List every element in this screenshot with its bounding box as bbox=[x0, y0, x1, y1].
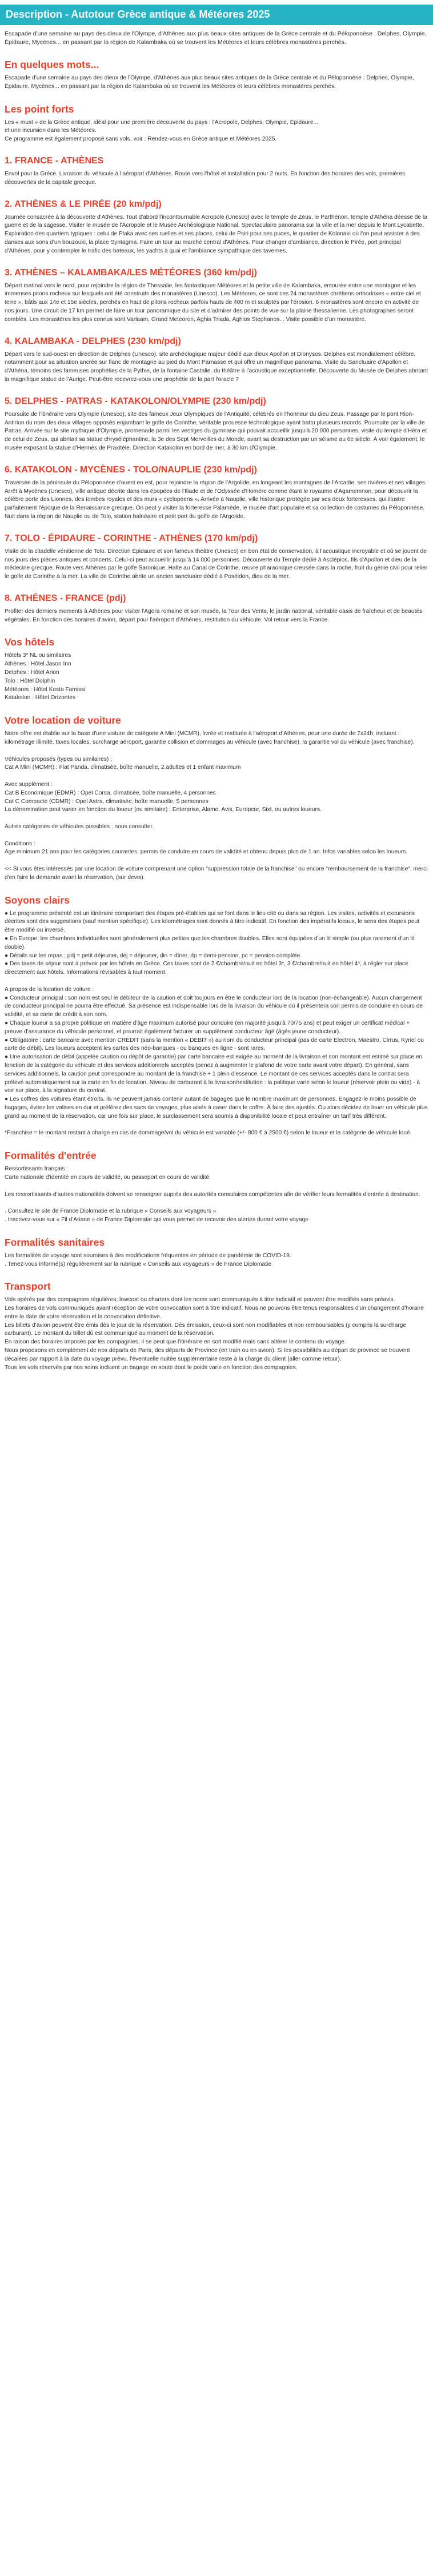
car-text: Cat C Compacte (CDMR) : Opel Astra, climatisée, boîte manuelle, 5 personnes bbox=[5, 798, 209, 805]
section-heading-highlights: Les point forts bbox=[5, 103, 74, 115]
day-title: 6. KATAKOLON - MYCÈNES - TOLO/NAUPLIE (230 km/pdj) bbox=[5, 464, 257, 475]
day-title: 7. TOLO - ÉPIDAURE - CORINTHE - ATHÈNES (170 km/pdj) bbox=[5, 533, 258, 543]
highlights-line: et une incursion dans les Météores. bbox=[5, 127, 97, 134]
car-text: Véhicules proposés (types ou similaires) : bbox=[5, 756, 112, 763]
day-title: 2. ATHÈNES & LE PIRÉE (20 km/pdj) bbox=[5, 199, 162, 209]
day-title: 8. ATHÈNES - FRANCE (pdj) bbox=[5, 593, 126, 603]
care-text: ● Des taxes de séjour sont à prévoir par les hôtels en Grèce. Ces taxes sont de 2 €/chambre/nuit en hôtel 3*, 3 €/chambre/nuit en hôtel 4*, à régler sur place directement aux hôtels. Informations révisables à tout moment. bbox=[5, 961, 408, 976]
day-title: 5. DELPHES - PATRAS - KATAKOLON/OLYMPIE (230 km/pdj) bbox=[5, 396, 266, 406]
day-text: Journée consacrée à la découverte d'Athènes. Tout d'abord l'incontournable Acropole (Unesco) avec le temple de Zeus, le Parthénon, temple d'Athéna déesse de la guerre et de la sagesse. Visiter le musée de l'Acropole et le Musée Archéologique National. Spectaculaire panorama sur la ville et la mer depuis le Mont Lycabette. Exploration des quartiers typiques : celui de Plaka avec ses ruelles et ses places, celui de Psiri pour ses puces, le quartier de Kolonaki où l'on peut assister à des danses aux sons d'un bouzouki, la place Syntagma. Faire un tour au marché central d'Athènes. Pour changer d'ambiance, direction le Pirée, port principal d'Athènes, pour y contempler le trafic des bateaux, les yachts à quai et l'ambiance sympathique des tavernes. bbox=[5, 214, 427, 254]
health-text: Les formalités de voyage sont soumises à des modifications fréquentes en période de pandémie de COVID-19. bbox=[5, 1252, 291, 1259]
care-text: A propos de la location de voiture : bbox=[5, 986, 94, 993]
day-text: Profiter des derniers moments à Athènes pour visiter l'Agora romaine et son musée, la Tour des Vents, le jardin national, véritable oasis de fraîcheur et de beautés végétales. En fonction des horaires d'avion, départ pour l'aéroport d'Athènes, restitution du véhicule. Vol retour vers la France. bbox=[5, 608, 423, 623]
transport-text: En raison des horaires imposés par les compagnies, il se peut que l'itinéraire en soit modifié mais sans altérer le contenu du voyage. bbox=[5, 1339, 346, 1346]
formalities-text: Ressortissants français : bbox=[5, 1166, 68, 1173]
health-text: . Tenez-vous informé(s) régulièrement sur la rubrique « Conseils aux voyageurs » de France Diplomatie bbox=[5, 1261, 271, 1267]
day-title: 4. KALAMBAKA - DELPHES (230 km/pdj) bbox=[5, 336, 181, 346]
day-text: Départ matinal vers le nord, pour rejoindre la région de Thessalie, les fantastiques Météores et la petite ville de Kalambaka, entourée entre une montagne et les immenses pitons rocheux sur lesquels ont été construits des monastères (Unesco). Les Météores, ce sont ces 24 monastères chrétiens orthodoxes « entre ciel et terre », bâtis aux 14e et 15e siècles, perchés en haut de pitons rocheux parfois hauts de 400 m et sculptés par l'érosion. 6 monastères sont encore en activité de nos jours. Une circuit de 17 km permet de faire un tour panoramique du site et d'admirer des points de vue sur la plaine thessalienne. Les photographes seront comblés. Les monastères les plus connus sont Varlaam, Grand Meteoron, Aghia Triada, Aghios Stephanos... Visite possible d'un monastère. bbox=[5, 282, 421, 323]
formalities-link-text: . Consultez le site de France Diplomatie et la rubrique « Conseils aux voyageurs » bbox=[5, 1208, 216, 1215]
day-text: Départ vers le sud-ouest en direction de Delphes (Unesco), site archéologique majeur dédié aux dieux Apollon et Dionysos. Delphes est mondialement célèbre, notamment pour sa situation ancrée sur flanc de montagne au pied du Mont Parnasse et qui offre un magnifique panorama. Visite du Sanctuaire d'Apollon et d'Athéna, témoins des fameuses prophéties de la Pythie, de la fontaine Castalie, du théâtre à l'acoustique exceptionnelle. Découverte du Musée de Delphes abritant la magnifique statue de l'Aurige. Peut-être recevrez-vous une prophétie de la part l'oracle ? bbox=[5, 351, 428, 383]
hotel-line: Athènes : Hôtel Jason Inn bbox=[5, 661, 71, 668]
hotel-line: Delphes : Hôtel Arion bbox=[5, 669, 59, 676]
day-text: Poursuite de l'itinéraire vers Olympie (Unesco), site des fameux Jeux Olympiques de l'Antiquité, célébrés en l'honneur du dieu Zeus. Passage par le pont Rion-Antirion du nom des deux villages opposés enjambant le golfe de Corinthe, véritable prouesse technologique ayant battu plusieurs records. Poursuite par la ville de Patras. Arrivée sur le site mythique d'Olympie, promenade parmi les vestiges du gymnase qui pouvait accueillir jusqu'à 20 000 personnes, visite du temple d'Héra et de celui de Zeus, qui abritait sa statue chryséléphantine, la 3e des Sept Merveilles du Monde, avant sa destruction par un séisme au 6e siècle. À voir également, le musée exposant la statue d'Hermès de Praxitèle. Direction Katakolon en bord de mer, à 30 km d'Olympie. bbox=[5, 411, 427, 451]
car-text: << Si vous êtes intéressés par une location de voiture comprenant une option "suppression totale de la franchise" ou encore "remboursement de la franchise", merci d'en faire la demande avant la réservation, (sur devis). bbox=[5, 866, 428, 881]
car-text: Cat A Mini (MCMR) : Fiat Panda, climatisée, boîte manuelle, 2 adultes et 1 enfant maximum bbox=[5, 764, 241, 771]
day-title: 1. FRANCE - ATHÈNES bbox=[5, 155, 104, 166]
car-text: Conditions : bbox=[5, 840, 35, 847]
section-heading-summary: En quelques mots... bbox=[5, 59, 99, 70]
transport-text: Les billets d'avion peuvent être émis dès le jour de la réservation. Dès émission, ceux-ci sont non modifiables et non remboursables (y compris la surcharge carburant). Le montant du billet dû est communiqué au moment de la réservation. bbox=[5, 1322, 406, 1337]
highlights-line: Les « must » de la Grèce antique, idéal pour une première découverte du pays : l'Acropole, Delphes, Olympie, Épidaure... bbox=[5, 119, 318, 126]
hotel-line: Hôtels 3* NL ou similaires bbox=[5, 652, 71, 659]
formalities-text: Carte nationale d'identité en cours de validité, ou passeport en cours de validité. bbox=[5, 1174, 211, 1181]
transport-text: Nous proposons en complément de nos départs de Paris, des départs de Province (en train ou en avion). Si les possibilités au départ de province se trouvent décalées par rapport à la date du voyage prévu, l'éventuelle nuitée supplémentaire reste à la charge du client (aller comme retour). bbox=[5, 1347, 410, 1362]
day-title: 3. ATHÈNES – KALAMBAKA/LES MÉTÉORES (360 km/pdj) bbox=[5, 267, 257, 278]
transport-text: Les horaires de vols communiqués avant réception de votre convocation sont à titre indicatif. Nous ne pouvons être tenus responsables d'un changement d'horaire entre la date de votre réservation et la convocation définitive. bbox=[5, 1305, 424, 1320]
highlights-line: Ce programme est également proposé sans vols, voir : Rendez-vous en Grèce antique et Météores 2025. bbox=[5, 136, 277, 143]
content bbox=[0, 30, 433, 1375]
intro-text: Escapade d'une semaine au pays des dieux de l'Olympe, d'Athènes aux plus beaux sites antiques de la Grèce centrale et du Péloponnèse : Delphes, Olympie, Épidaure, Mycènes... en passant par la région de Kalambaka où se trouvent les Météores et leurs célèbres monastères perchés. bbox=[5, 30, 427, 46]
day-text: Traversée de la péninsule du Péloponnèse d'ouest en est, pour rejoindre la région de l'Argolide, en longeant les montagnes de l'Arcadie, ses rivières et ses villages. Arrêt à Mycènes (Unesco), ville antique décrite dans les épopées de l'Iliade et de l'Odyssée d'Homère comme étant le royaume d'Agamemnon, pour découvrir la célèbre porte des Lionnes, des tombes royales et des murs « cyclopéens ». Arrivée à Nauplie, ville historique protégée par ses deux forteresses, qui illustre parfaitement l'époque de la Renaissance grecque. On peut y visiter la forteresse Palamède, le musée d'art populaire et sa collection de costumes du Péloponnèse. Nuit dans la région de Nauplie ou de Tolo, station balnéaire et petit port du golfe de l'Argolide. bbox=[5, 479, 427, 520]
care-text: ● Conducteur principal : son nom est seul le débiteur de la caution et doit toujours en être le conducteur lors de la location (non-échangeable). Aucun changement de conducteur principal ne pourra être effectué. Sa présence est indispensable lors de la livraison du véhicule où il présentera son permis de conduire en cours de validité, et sa carte de crédit à son nom. bbox=[5, 994, 423, 1018]
hotel-line: Tolo : Hôtel Dolphin bbox=[5, 677, 55, 684]
formalities-text: Les ressortissants d'autres nationalités doivent se renseigner auprès des autorités consulaires compétentes afin de vérifier leurs formalités d'entrée à destination. bbox=[5, 1191, 420, 1198]
section-heading-care: Soyons clairs bbox=[5, 894, 70, 906]
car-text: La dénomination peut varier en fonction du loueur (ou similaire) : Enterprise, Alamo, Avis, Europcar, Sixt, ou autres loueurs. bbox=[5, 806, 322, 813]
day-text: Envol pour la Grèce. Livraison du véhicule à l'aéroport d'Athènes. Route vers l'hôtel et installation pour 2 nuits. En fonction des horaires des vols, premières découvertes de la capitale grecque. bbox=[5, 170, 406, 186]
care-text: ● Chaque loueur a sa propre politique en matière d'âge maximum autorisé pour conduire (en majorité jusqu'à 70/75 ans) et peut exiger un certificat médical + preuve d'assurance du véhicule personnel, et pourrait également facturer un supplément conducteur âgé (âgés jeune conducteur). bbox=[5, 1020, 410, 1035]
page bbox=[0, 5, 433, 1375]
hotel-line: Météores : Hôtel Kosta Famissi bbox=[5, 686, 86, 693]
car-text: Age minimum 21 ans pour les catégories courantes, permis de conduire en cours de validité et obtenu depuis plus de 1 an. Infos variables selon les loueurs. bbox=[5, 849, 408, 856]
section-heading-car: Votre location de voiture bbox=[5, 715, 121, 727]
care-text: ● Une autorisation de débit (appelée caution ou dépôt de garantie) par carte bancaire est exigée au moment de la livraison et son montant est estimé sur place en fonction de la catégorie du véhicule et des services additionnels acceptés (penez à augmenter le plafond de votre carte avant votre départ). En général, sans services additionnels, la caution peut correspondre au montant de la franchise + 1 plein d'essence. Le montant de ces services acceptés dans le contrat sera prélevé automatiquement sur la carte en fin de location. Niveau de carburant à la livraison/restitution : la politique varie selon le loueur (réservoir plein ou vide) - à voir sur place, à la signature du contrat. bbox=[5, 1054, 423, 1094]
summary-text: Escapade d'une semaine au pays des dieux de l'Olympe, d'Athènes aux plus beaux sites antiques de la Grèce centrale et du Péloponnèse : Delphes, Olympie, Épidaure, Mycènes... en passant par la région de Kalambaka où se trouvent les Météores et leurs célèbres monastères perchés. bbox=[5, 75, 414, 90]
day-text: Visite de la citadelle vénitienne de Tolo. Direction Épidaure et son fameux théâtre (Unesco) en bon état de conservation, à l'acoustique incroyable et où se jouent de nos jours des pièces antiques et concerts. Celui-ci peut accueillir jusqu'à 14 000 personnes. Découverte du Temple dédié à Asclépios, fils d'Apollon et dieu de la médecine grecque. Route vers Athènes par le golfe Saronique. Halte au Canal de Corinthe, œuvre pharaonique creusée dans la roche, fruit du génie civil pour relier le golfe de Corinthe à la mer. La ville de Corinthe abrite un ancien sanctuaire dédié à Poséidon, dieu de la mer. bbox=[5, 548, 428, 580]
transport-text: Tous les vols réservés par nos soins incluent un bagage en soute dont le poids varie en fonction des compagnies. bbox=[5, 1364, 298, 1371]
care-text: ● Le programme présenté est un itinéraire comportant des étapes pré-établies qui se font dans le lieu cité ou dans sa région. Les visites, activités et excursions décrites sont des suggestions (sauf mention spécifique). Les kilométrages sont donnés à titre indicatif. En fonction des impératifs locaux, le sens des étapes peut être modifié ou inversé. bbox=[5, 910, 419, 934]
car-text: Autres catégories de véhicules possibles : nous consulter. bbox=[5, 824, 154, 830]
care-text: ● Détails sur les repas : pdj = petit déjeuner, déj = déjeuner, din = dîner, dp = demi-pension, pc = pension complète. bbox=[5, 952, 302, 959]
section-heading-hotels: Vos hôtels bbox=[5, 636, 55, 648]
formalities-link-text: . Inscrivez-vous sur « Fil d'Ariane » de France Diplomatie qui vous permet de recevoir des alertes durant votre voyage bbox=[5, 1216, 308, 1223]
care-text: *Franchise = le montant restant à charge en cas de dommage/vol du véhicule est variable (+/- 800 € à 2500 €) selon le loueur et la catégorie de véhicule loué. bbox=[5, 1130, 412, 1137]
section-heading-formalities: Formalités d'entrée bbox=[5, 1150, 97, 1162]
care-text: ● Les coffres des voitures étant étroits, ils ne peuvent jamais contenir autant de bagages que le nombre maximum de personnes. Engagez-le moins possible de bagages, évitez les valises en dur et préférez des sacs de voyages, plus aisés à caser dans le coffre. À faire des ajustés. Ou alors décidez de louer un véhicule plus grand au moment de la réservation, car une fois sur place, le surclassement sera soumis à disponibilité locale et peut entraîner un tarif très différent. bbox=[5, 1096, 428, 1120]
section-heading-transport: Transport bbox=[5, 1281, 51, 1293]
car-text: Notre offre est établie sur la base d'une voiture de catégorie A Mini (MCMR), livrée et restituée à l'aéroport d'Athènes, pour une durée de 7x24h, incluant : kilométrage illimité, taxes locales, surcharge aéroport, garantie collision et dommages au véhicule (avec franchise), la garantie vol du véhicule (avec franchise). bbox=[5, 731, 415, 746]
care-text: ● En Europe, les chambres individuelles sont généralement plus petites que les chambres doubles. Elles sont équipées d'un lit simple (ou plus rarement d'un lit double). bbox=[5, 936, 415, 950]
page-title-banner: Description - Autotour Grèce antique & Météores 2025 bbox=[0, 5, 433, 25]
hotel-line: Katakolon : Hôtel Orizontes bbox=[5, 695, 76, 701]
care-text: ● Obligatoire : carte bancaire avec mention CRÉDIT (sans la mention « DÉBIT ») au nom du conducteur principal (pas de carte Electron, Maestro, Cirrus, Kyriel ou carte de débit). Les loueurs acceptent les cartes des néo-banques - ou banques en ligne - sont rares. bbox=[5, 1037, 424, 1052]
car-text: Avec supplément : bbox=[5, 781, 53, 788]
car-text: Cat B Economique (EDMR) : Opel Corsa, climatisée, boîte manuelle, 4 personnes bbox=[5, 789, 216, 796]
section-heading-health: Formalités sanitaires bbox=[5, 1236, 105, 1248]
transport-text: Vols opérés par des compagnies régulières, lowcost ou charters dont les noms sont communiqués à titre indicatif et peuvent être modifiés sans préavis. bbox=[5, 1297, 395, 1303]
